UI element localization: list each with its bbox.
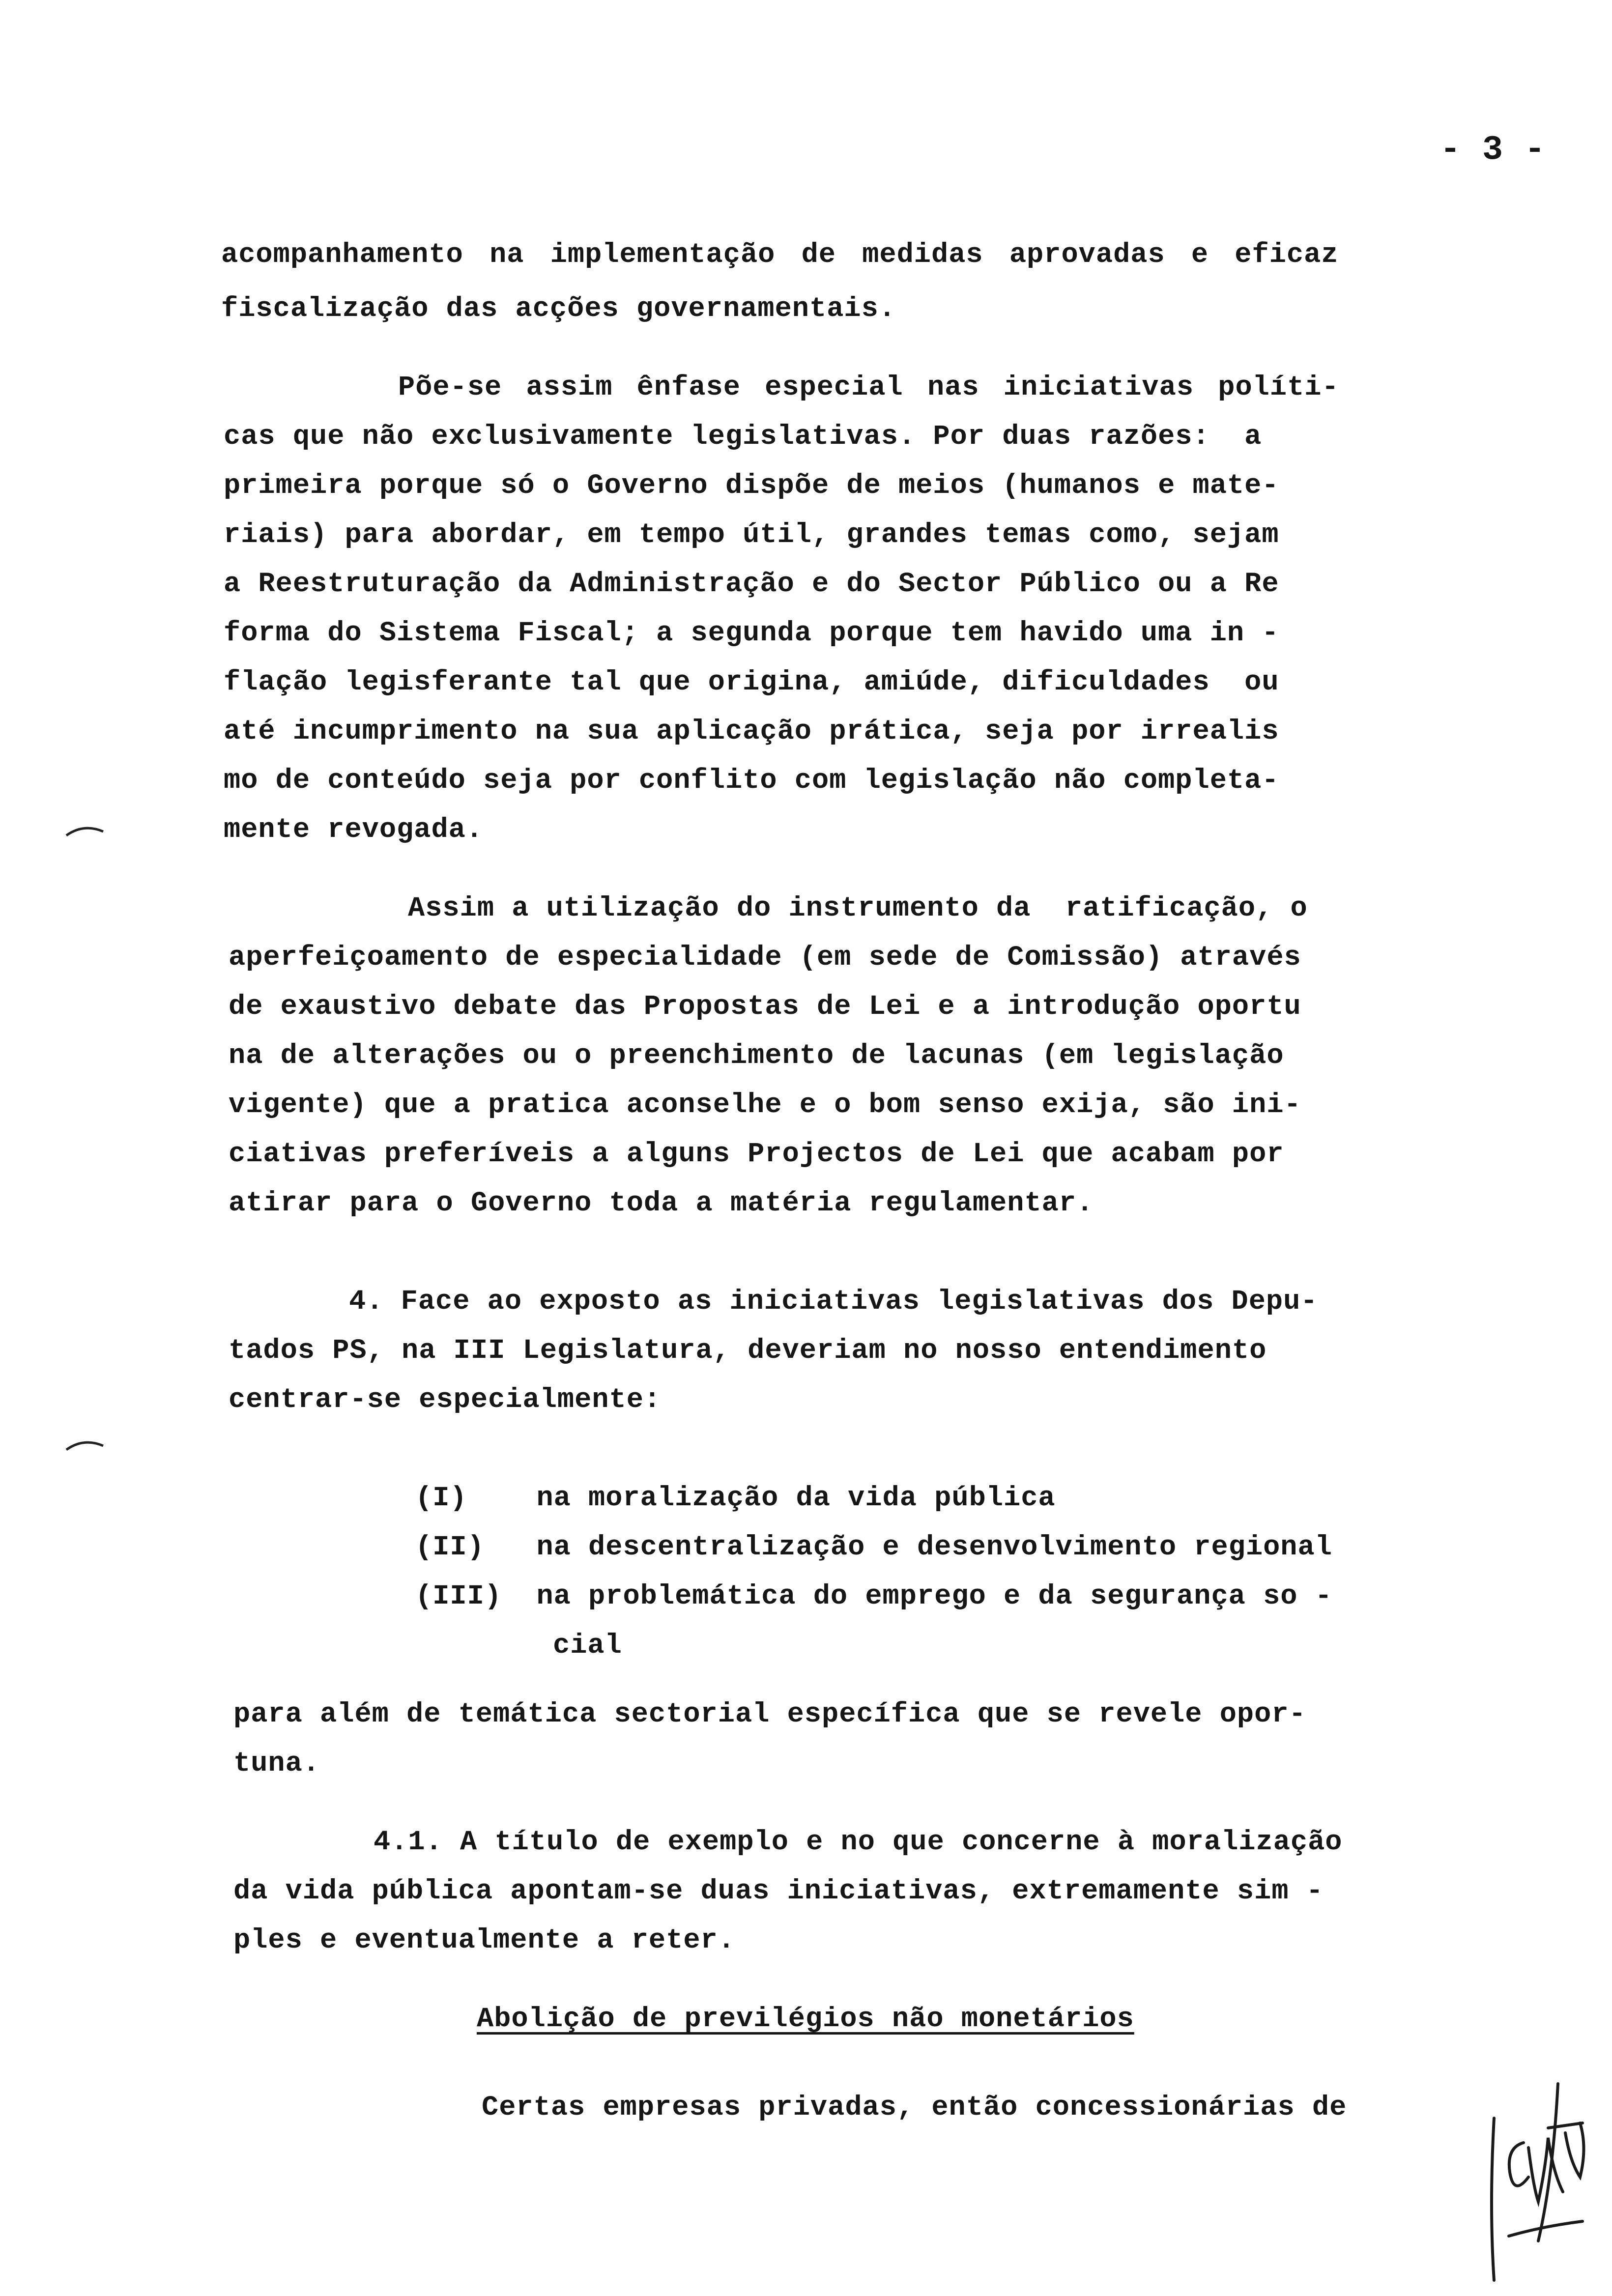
text-line: mo de conteúdo seja por conflito com legislação não completa- <box>224 765 1279 797</box>
text-line: Põe-se assim ênfase especial nas iniciativas políti- <box>398 372 1339 403</box>
text-line: 4. Face ao exposto as iniciativas legislativas dos Depu- <box>349 1286 1318 1318</box>
text-line: primeira porque só o Governo dispõe de meios (humanos e mate- <box>224 470 1279 502</box>
text-line: até incumprimento na sua aplicação prática, seja por irrealis <box>224 716 1279 747</box>
text-line: para além de temática sectorial específica que se revele opor- <box>233 1699 1306 1730</box>
text-line: fiscalização das acções governamentais. <box>221 293 896 325</box>
text-line: 4.1. A título de exemplo e no que concerne à moralização <box>374 1827 1343 1858</box>
section-heading: Abolição de previlégios não monetários <box>477 2004 1134 2035</box>
text-line: aperfeiçoamento de especialidade (em sede de Comissão) através <box>229 942 1301 974</box>
text-line: a Reestruturação da Administração e do Sector Público ou a Re <box>224 569 1279 600</box>
text-line: ples e eventualmente a reter. <box>233 1925 735 1956</box>
list-item: (II) na descentralização e desenvolvimento regional <box>415 1532 1332 1563</box>
text-line: tuna. <box>233 1748 320 1779</box>
list-item-continuation: cial <box>553 1630 622 1662</box>
text-line: riais) para abordar, em tempo útil, grandes temas como, sejam <box>224 519 1279 551</box>
margin-mark-icon <box>64 821 108 840</box>
text-line: tados PS, na III Legislatura, deveriam no nosso entendimento <box>229 1335 1267 1367</box>
text-line: na de alterações ou o preenchimento de lacunas (em legislação <box>229 1040 1284 1072</box>
text-line: centrar-se especialmente: <box>229 1384 662 1416</box>
text-line: atirar para o Governo toda a matéria regulamentar. <box>229 1188 1094 1219</box>
margin-mark-icon <box>64 1435 108 1455</box>
list-item: (III) na problemática do emprego e da segurança so - <box>415 1581 1332 1612</box>
text-line: de exaustivo debate das Propostas de Lei e a introdução oportu <box>229 991 1301 1023</box>
text-line: vigente) que a pratica aconselhe e o bom senso exija, são ini- <box>229 1090 1301 1121</box>
text-line: flação legisferante tal que origina, amiúde, dificuldades ou <box>224 667 1279 698</box>
text-line: da vida pública apontam-se duas iniciativas, extremamente sim - <box>233 1876 1324 1907</box>
text-line: Assim a utilização do instrumento da ratificação, o <box>408 893 1308 924</box>
page-number: - 3 - <box>1440 131 1546 170</box>
text-line: cas que não exclusivamente legislativas. Por duas razões: a <box>224 421 1262 453</box>
signature-icon <box>1479 2079 1592 2285</box>
text-line: Certas empresas privadas, então concessionárias de <box>482 2092 1347 2124</box>
text-line: forma do Sistema Fiscal; a segunda porque tem havido uma in - <box>224 618 1279 649</box>
text-line: mente revogada. <box>224 814 484 846</box>
text-line: ciativas preferíveis a alguns Projectos de Lei que acabam por <box>229 1139 1284 1170</box>
list-item: (I) na moralização da vida pública <box>415 1483 1056 1514</box>
text-line: acompanhamento na implementação de medidas aprovadas e eficaz <box>221 239 1339 271</box>
